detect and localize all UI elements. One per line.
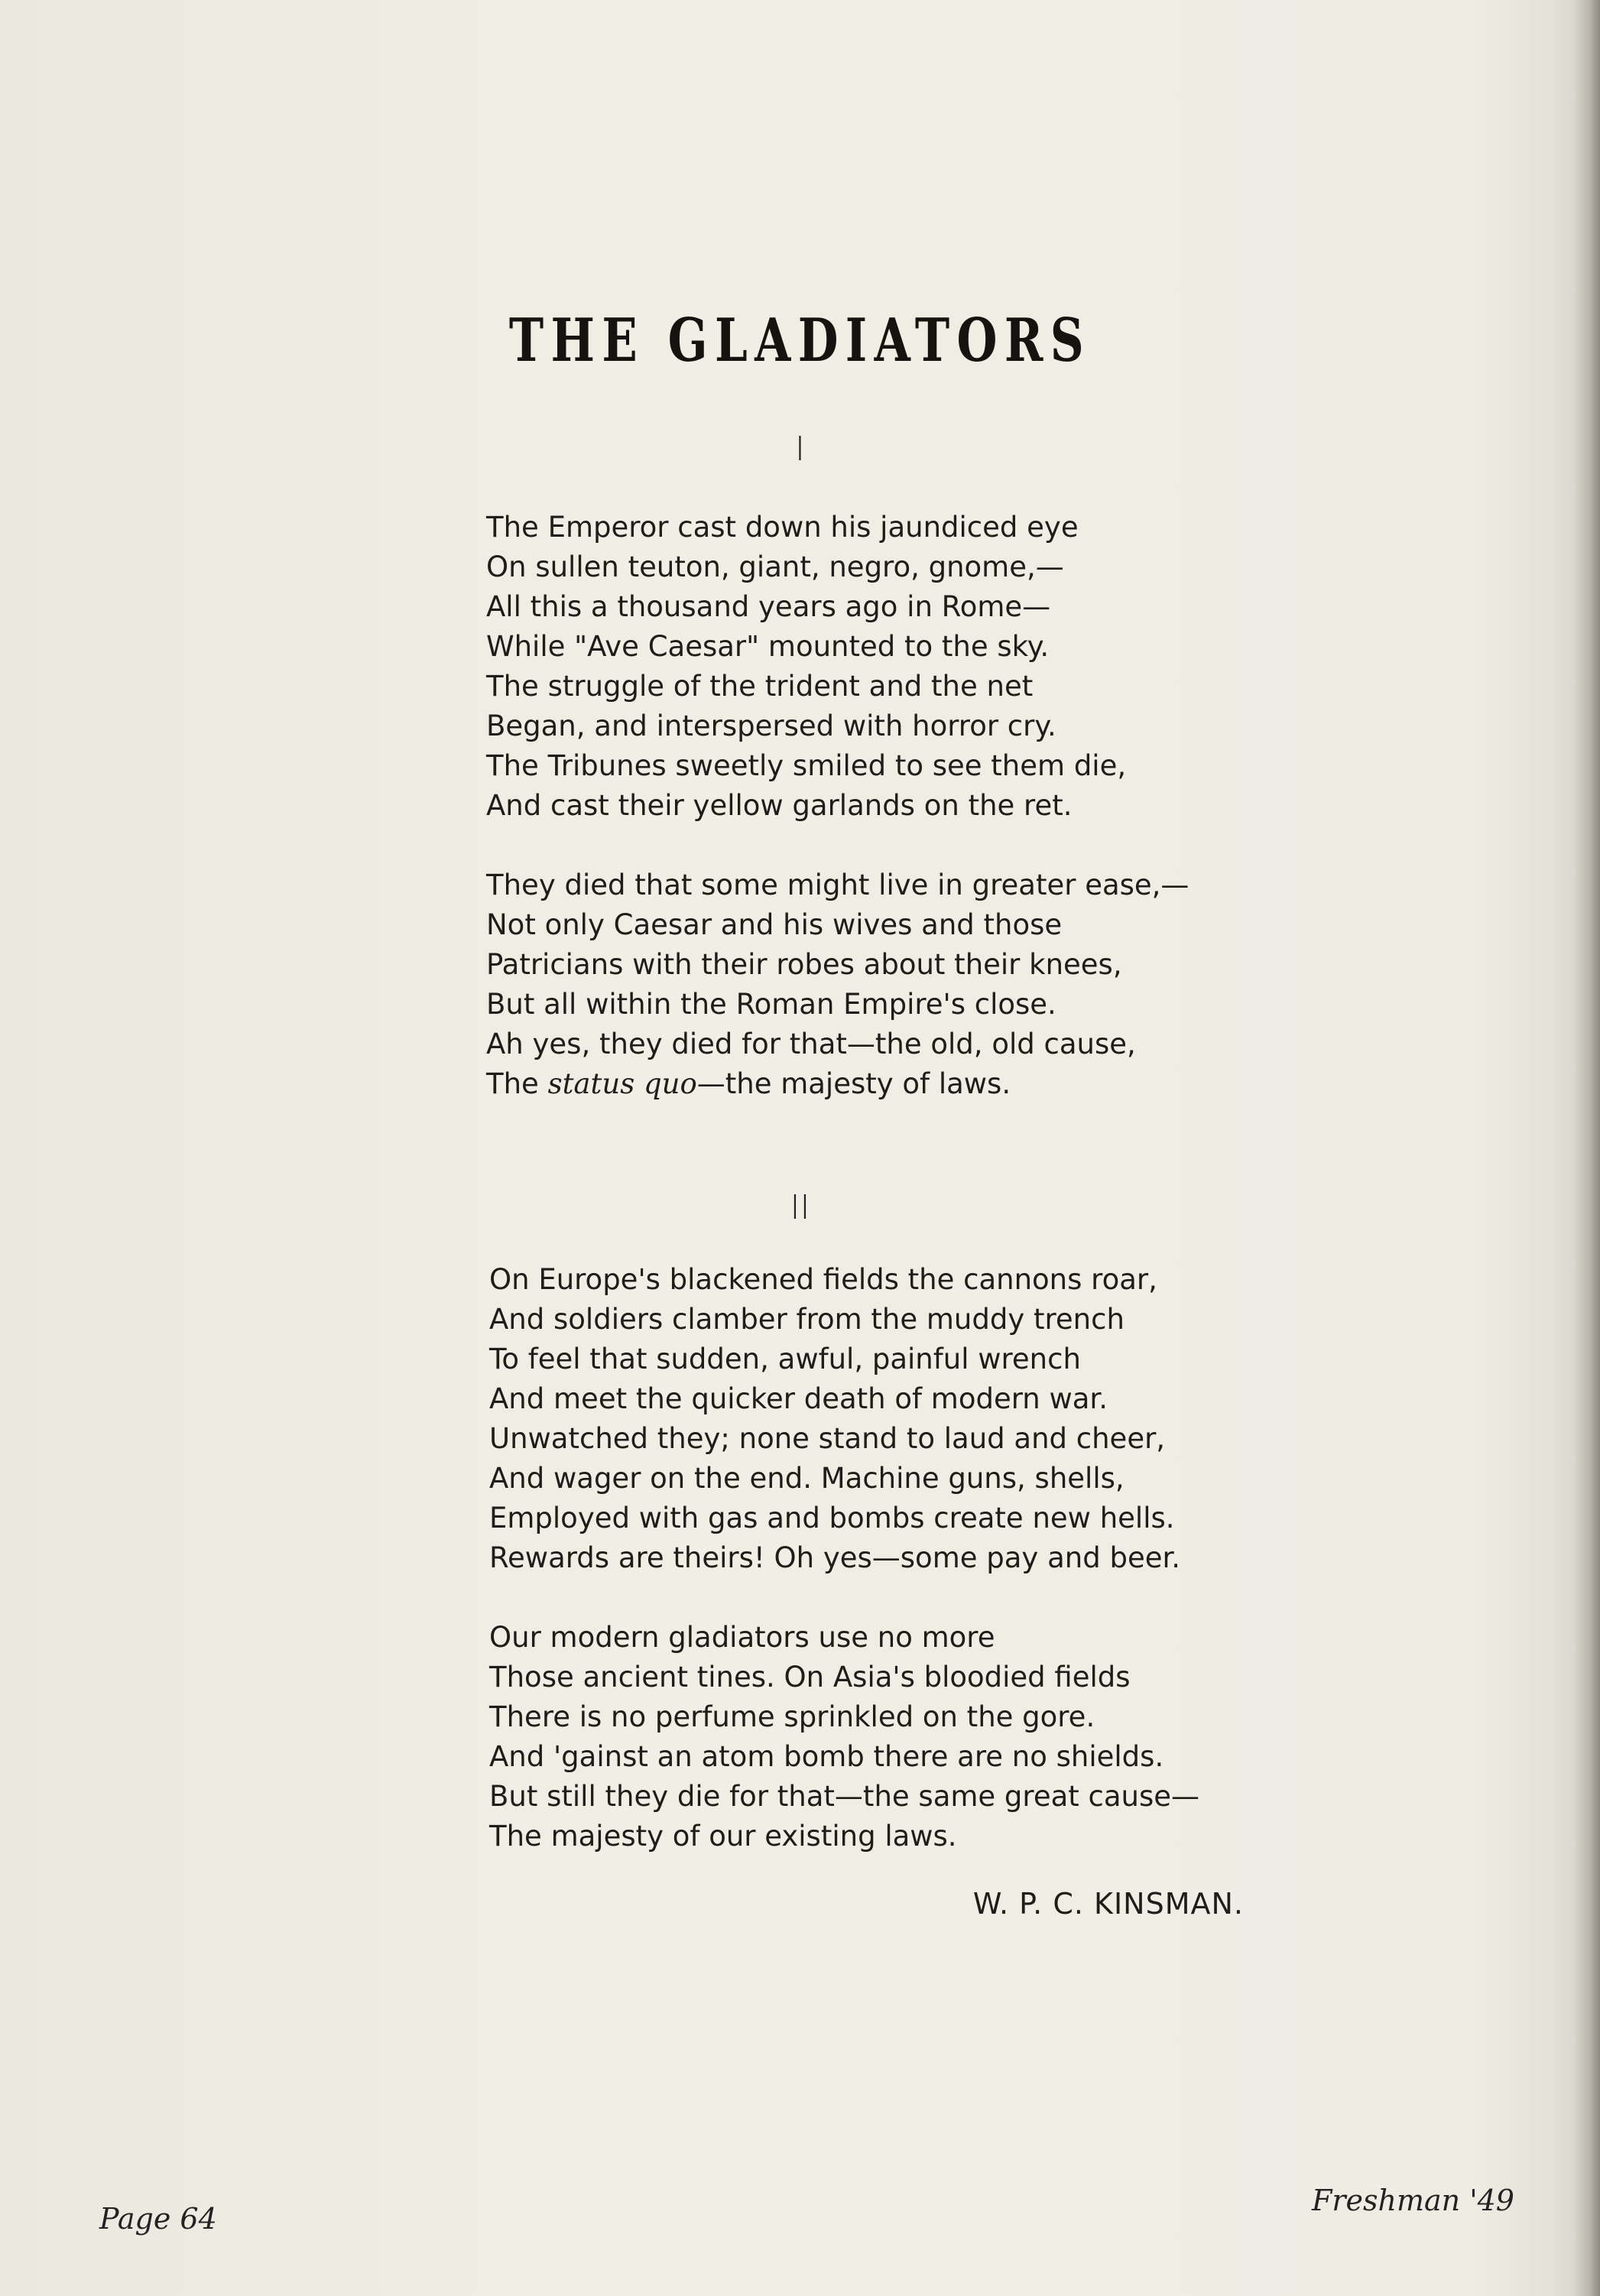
poem-line: Employed with gas and bombs create new hells. (489, 1502, 1175, 1534)
poem-line: And 'gainst an atom bomb there are no shields. (489, 1740, 1164, 1773)
poem-line: And soldiers clamber from the muddy trench (489, 1303, 1125, 1336)
poem-line: Our modern gladiators use no more (489, 1621, 995, 1654)
stanza-2 (486, 865, 1189, 1104)
poem-line: Rewards are theirs! Oh yes—some pay and beer. (489, 1541, 1181, 1574)
poem-line: While "Ave Caesar" mounted to the sky. (486, 630, 1050, 663)
page-edge-shadow (1574, 0, 1600, 2296)
poem-line: On sullen teuton, giant, negro, gnome,— (486, 550, 1064, 583)
stanza-1 (486, 508, 1126, 826)
poem-title: THE GLADIATORS (508, 306, 1092, 375)
poem-line: Patricians with their robes about their knees, (486, 948, 1122, 981)
poem-line: There is no perfume sprinkled on the gore. (489, 1700, 1095, 1733)
poem-line: The Emperor cast down his jaundiced eye (486, 511, 1079, 544)
publication-name: Freshman '49 (1311, 2184, 1514, 2217)
poem-line: But all within the Roman Empire's close. (486, 988, 1056, 1021)
page-number: Page 64 (99, 2202, 217, 2236)
part-numeral-1: I (795, 430, 805, 469)
poem-line: They died that some might live in greater ease,— (486, 869, 1189, 901)
poem-line: The struggle of the trident and the net (486, 670, 1034, 703)
poem-line: And wager on the end. Machine guns, shells, (489, 1462, 1125, 1495)
poem-line: On Europe's blackened fields the cannons roar, (489, 1263, 1157, 1296)
line-suffix: —the majesty of laws. (696, 1067, 1011, 1100)
poem-line: And meet the quicker death of modern war. (489, 1382, 1108, 1415)
poem-line: Ah yes, they died for that—the old, old cause, (486, 1028, 1136, 1060)
poem-line-with-italic (486, 1064, 1189, 1104)
poem-line: But still they die for that—the same great cause— (489, 1780, 1200, 1813)
part-numeral-2: II (790, 1188, 810, 1227)
poem-line: Unwatched they; none stand to laud and cheer, (489, 1422, 1166, 1455)
poem-line: And cast their yellow garlands on the ret. (486, 789, 1073, 822)
poem-line: Began, and interspersed with horror cry. (486, 710, 1056, 742)
author-signature: W. P. C. KINSMAN. (972, 1887, 1244, 1921)
italic-phrase: status quo (547, 1067, 697, 1100)
poem-line: To feel that sudden, awful, painful wrench (489, 1343, 1081, 1375)
poem-line: The majesty of our existing laws. (489, 1820, 957, 1853)
poem-line: Not only Caesar and his wives and those (486, 908, 1063, 941)
poem-line: Those ancient tines. On Asia's bloodied fields (489, 1661, 1131, 1694)
poem-line: All this a thousand years ago in Rome— (486, 590, 1051, 623)
line-prefix: The (486, 1067, 548, 1100)
poem-line: The Tribunes sweetly smiled to see them die, (486, 749, 1127, 782)
stanza-4 (489, 1618, 1199, 1856)
stanza-3 (489, 1260, 1180, 1578)
